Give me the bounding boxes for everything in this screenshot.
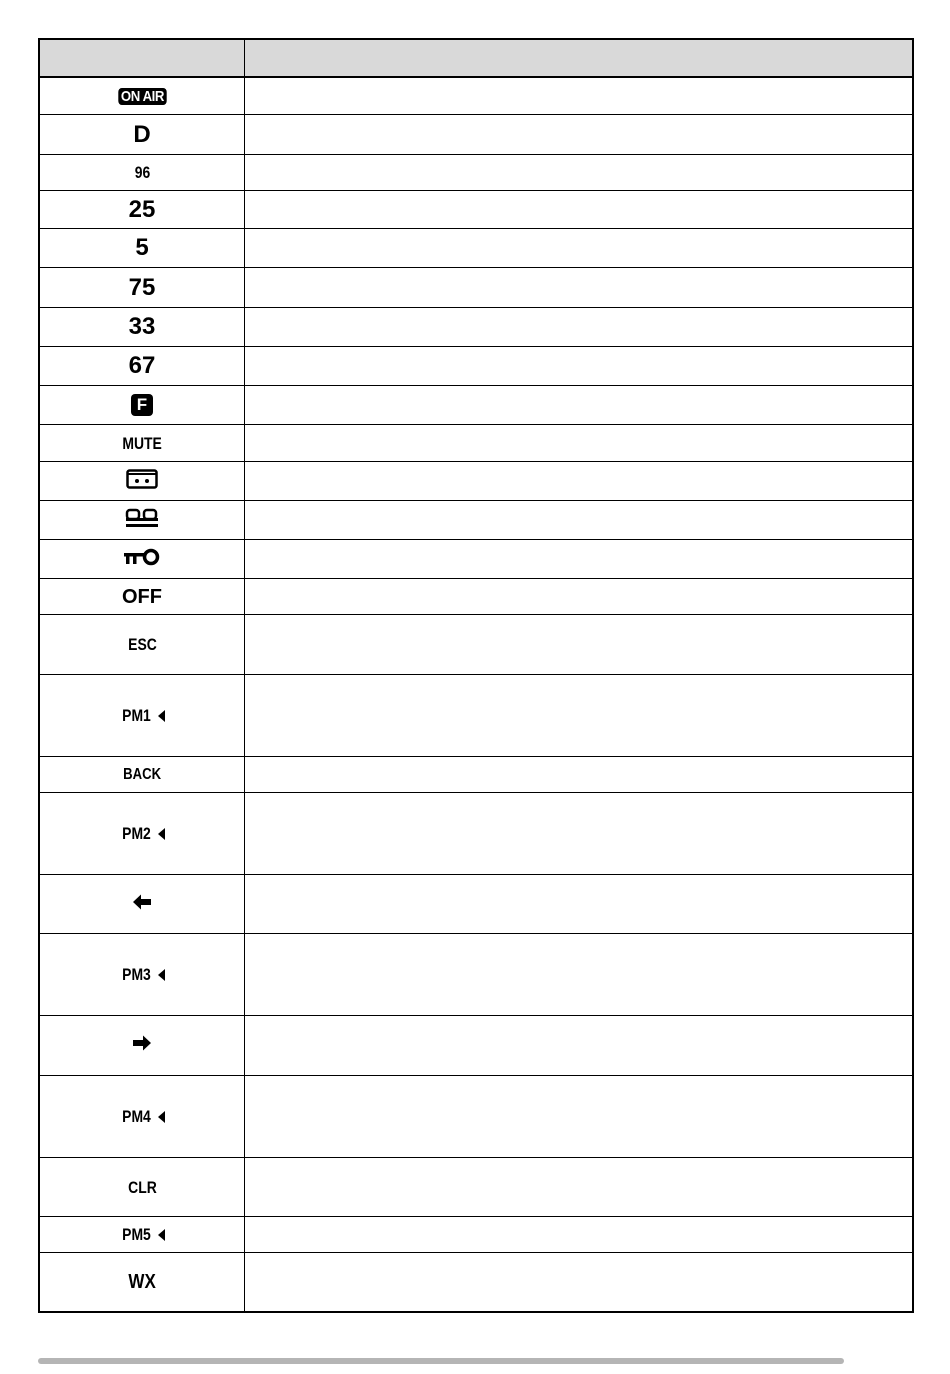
indicator-symbol: WX	[128, 1271, 156, 1293]
indicator-cell	[40, 462, 245, 500]
indicator-symbol: D	[133, 120, 151, 148]
left-triangle-icon	[158, 969, 165, 981]
indicator-cell	[40, 1217, 245, 1252]
indicator-cell	[40, 1158, 245, 1216]
indicator-cell	[40, 615, 245, 674]
indicator-cell	[40, 934, 245, 1015]
table-row	[40, 462, 912, 501]
description-cell	[245, 347, 912, 385]
table-row	[40, 308, 912, 347]
left-triangle-icon	[158, 1229, 165, 1241]
description-cell	[245, 793, 912, 874]
description-cell	[245, 155, 912, 190]
indicator-cell	[40, 191, 245, 228]
table-row	[40, 501, 912, 540]
left-triangle-icon	[158, 710, 165, 722]
description-cell	[245, 875, 912, 933]
footer-rule	[38, 1358, 844, 1364]
indicator-symbol: PM3	[122, 965, 151, 984]
indicator-cell	[40, 308, 245, 346]
indicator-cell	[40, 579, 245, 614]
indicator-symbol: OFF	[122, 585, 162, 608]
left-triangle-icon	[158, 1111, 165, 1123]
description-cell	[245, 1217, 912, 1252]
arrow-left-icon	[131, 893, 153, 916]
table-row	[40, 425, 912, 462]
table-row	[40, 347, 912, 386]
indicator-cell	[40, 229, 245, 267]
description-cell	[245, 425, 912, 461]
table-row	[40, 793, 912, 875]
table-row	[40, 1158, 912, 1217]
indicator-cell	[40, 115, 245, 154]
indicator-cell	[40, 540, 245, 578]
table-row	[40, 579, 912, 615]
description-cell	[245, 579, 912, 614]
indicator-cell	[40, 757, 245, 792]
description-cell	[245, 115, 912, 154]
indicator-symbol: 5	[135, 234, 149, 261]
table-row	[40, 675, 912, 757]
on-air-indicator: ON AIR	[118, 88, 166, 105]
indicator-symbol: 96	[134, 163, 150, 182]
description-cell	[245, 229, 912, 267]
table-row	[40, 78, 912, 115]
key-lock-icon	[123, 547, 161, 572]
indicator-symbol: 75	[128, 273, 156, 301]
indicator-symbol: 33	[128, 313, 156, 340]
table-row	[40, 615, 912, 675]
table-row	[40, 1076, 912, 1158]
display-icon-table	[38, 38, 914, 1313]
table-row	[40, 386, 912, 425]
table-row	[40, 155, 912, 191]
table-row	[40, 268, 912, 308]
auto-answer-icon	[125, 507, 159, 534]
indicator-cell	[40, 1076, 245, 1157]
indicator-symbol: PM2	[122, 824, 151, 843]
indicator-cell	[40, 155, 245, 190]
function-indicator: F	[131, 394, 153, 416]
indicator-cell	[40, 386, 245, 424]
table-row	[40, 1217, 912, 1253]
indicator-symbol: BACK	[123, 765, 161, 783]
description-cell	[245, 1016, 912, 1075]
description-cell	[245, 78, 912, 114]
description-cell	[245, 308, 912, 346]
description-cell	[245, 268, 912, 307]
indicator-symbol: 67	[128, 352, 156, 379]
table-row	[40, 934, 912, 1016]
table-row	[40, 757, 912, 793]
table-row	[40, 875, 912, 934]
description-cell	[245, 757, 912, 792]
indicator-cell	[40, 501, 245, 539]
table-row	[40, 540, 912, 579]
indicator-cell	[40, 425, 245, 461]
indicator-symbol: CLR	[127, 1177, 157, 1197]
description-cell	[245, 1253, 912, 1311]
description-cell	[245, 191, 912, 228]
description-cell	[245, 501, 912, 539]
indicator-cell	[40, 875, 245, 933]
indicator-symbol: 25	[128, 195, 156, 223]
indicator-cell	[40, 78, 245, 114]
cassette-icon	[126, 469, 158, 494]
description-cell	[245, 386, 912, 424]
indicator-cell	[40, 1253, 245, 1311]
indicator-cell	[40, 347, 245, 385]
description-cell	[245, 1158, 912, 1216]
indicator-symbol: ESC	[127, 635, 157, 654]
indicator-symbol: PM5	[122, 1225, 151, 1244]
indicator-symbol: PM4	[122, 1107, 151, 1126]
table-row	[40, 115, 912, 155]
description-cell	[245, 934, 912, 1015]
table-row	[40, 229, 912, 268]
description-cell	[245, 675, 912, 756]
indicator-symbol: PM1	[122, 706, 151, 725]
indicator-cell	[40, 268, 245, 307]
left-triangle-icon	[158, 828, 165, 840]
description-cell	[245, 615, 912, 674]
table-row	[40, 1253, 912, 1311]
arrow-right-icon	[131, 1034, 153, 1057]
table-header	[40, 40, 912, 78]
indicator-cell	[40, 793, 245, 874]
description-cell	[245, 540, 912, 578]
table-row	[40, 1016, 912, 1076]
indicator-cell	[40, 675, 245, 756]
header-indicator-cell	[40, 40, 245, 76]
header-description-cell	[245, 40, 912, 76]
indicator-cell	[40, 1016, 245, 1075]
indicator-symbol: MUTE	[122, 433, 162, 453]
description-cell	[245, 1076, 912, 1157]
description-cell	[245, 462, 912, 500]
table-row	[40, 191, 912, 229]
